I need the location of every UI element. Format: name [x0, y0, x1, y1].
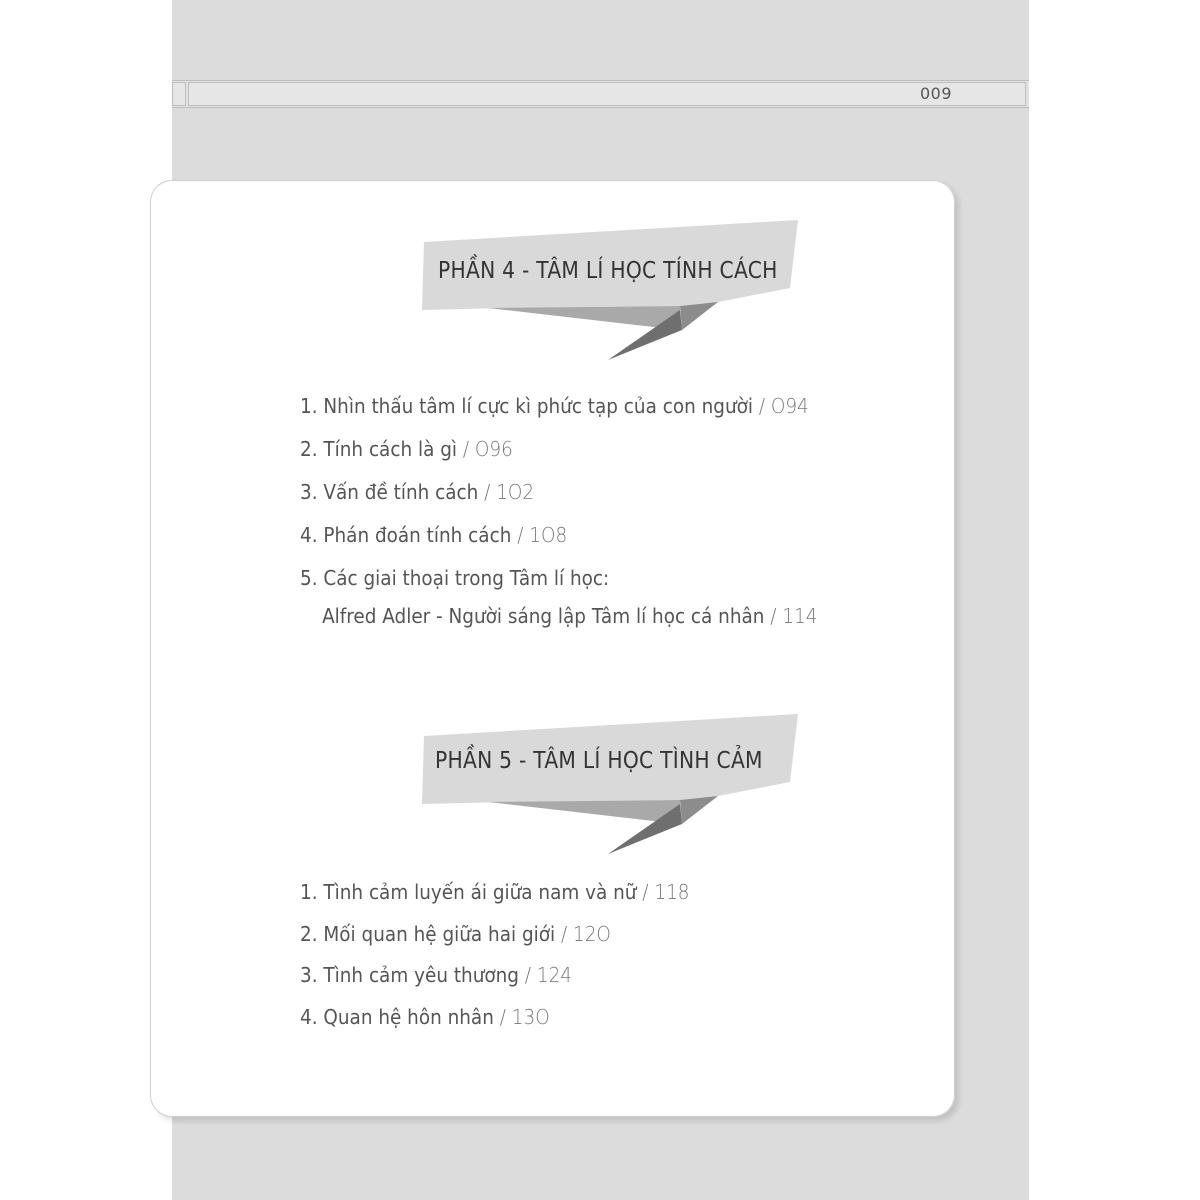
toc-item-title: Quan hệ hôn nhân	[323, 1005, 494, 1029]
toc-item[interactable]	[300, 523, 817, 566]
toc-item-page: / O94	[758, 394, 809, 418]
toc-item-number: 2.	[300, 437, 318, 461]
toc-item[interactable]	[300, 922, 689, 963]
section-4-toc	[300, 394, 862, 628]
toc-item-number: 2.	[300, 922, 318, 946]
toc-item-subtitle: Alfred Adler - Người sáng lập Tâm lí học cá nhân	[322, 604, 765, 628]
toc-item-number: 3.	[300, 480, 318, 504]
toc-item-title: Các giai thoại trong Tâm lí học:	[323, 566, 610, 590]
toc-item-page: / 1O8	[517, 523, 568, 547]
toc-item-title: Vấn đề tính cách	[323, 480, 479, 504]
ribbon-arrow-icon	[418, 218, 808, 363]
section-5-title: PHẦN 5 - TÂM LÍ HỌC TÌNH CẢM	[435, 748, 763, 774]
section-5-banner	[418, 712, 808, 857]
toc-item[interactable]	[300, 437, 817, 480]
toc-item-title: Tính cách là gì	[323, 437, 457, 461]
toc-item[interactable]	[300, 963, 689, 1005]
toc-item[interactable]	[300, 880, 689, 922]
section-5-toc	[300, 880, 723, 1029]
header-bar	[188, 82, 1026, 106]
toc-item-title: Mối quan hệ giữa hai giới	[323, 922, 556, 946]
toc-item[interactable]	[300, 566, 817, 628]
toc-item-number: 3.	[300, 963, 318, 987]
toc-item-title: Phán đoán tính cách	[323, 523, 512, 547]
toc-item-title: Tình cảm yêu thương	[323, 963, 525, 987]
toc-item-title: Nhìn thấu tâm lí cực kì phức tạp của con người	[323, 394, 753, 418]
toc-item-page: / 114	[770, 604, 818, 628]
section-4-banner	[418, 218, 808, 363]
toc-item[interactable]	[300, 394, 817, 437]
toc-item-number: 5.	[300, 566, 318, 590]
toc-item-number: 4.	[300, 523, 318, 547]
toc-item-title: Tình cảm luyến ái giữa nam và nữ	[323, 880, 637, 904]
toc-item-page: / 13O	[499, 1005, 550, 1029]
toc-item-page: / 12O	[560, 922, 611, 946]
section-4-title: PHẦN 4 - TÂM LÍ HỌC TÍNH CÁCH	[438, 258, 778, 284]
toc-item[interactable]	[300, 480, 817, 523]
toc-item-number: 1.	[300, 880, 318, 904]
toc-item-subtitle-line	[300, 604, 817, 628]
header-notch	[172, 82, 186, 106]
toc-item-page: / 124	[524, 963, 572, 987]
toc-item-page: / 1O2	[484, 480, 535, 504]
toc-item-number: 1.	[300, 394, 318, 418]
toc-item[interactable]	[300, 1005, 689, 1029]
toc-item-page: / 118	[642, 880, 690, 904]
toc-item-page: / O96	[462, 437, 513, 461]
page-number: 009	[920, 84, 953, 103]
toc-item-number: 4.	[300, 1005, 318, 1029]
ribbon-arrow-icon	[418, 712, 808, 857]
